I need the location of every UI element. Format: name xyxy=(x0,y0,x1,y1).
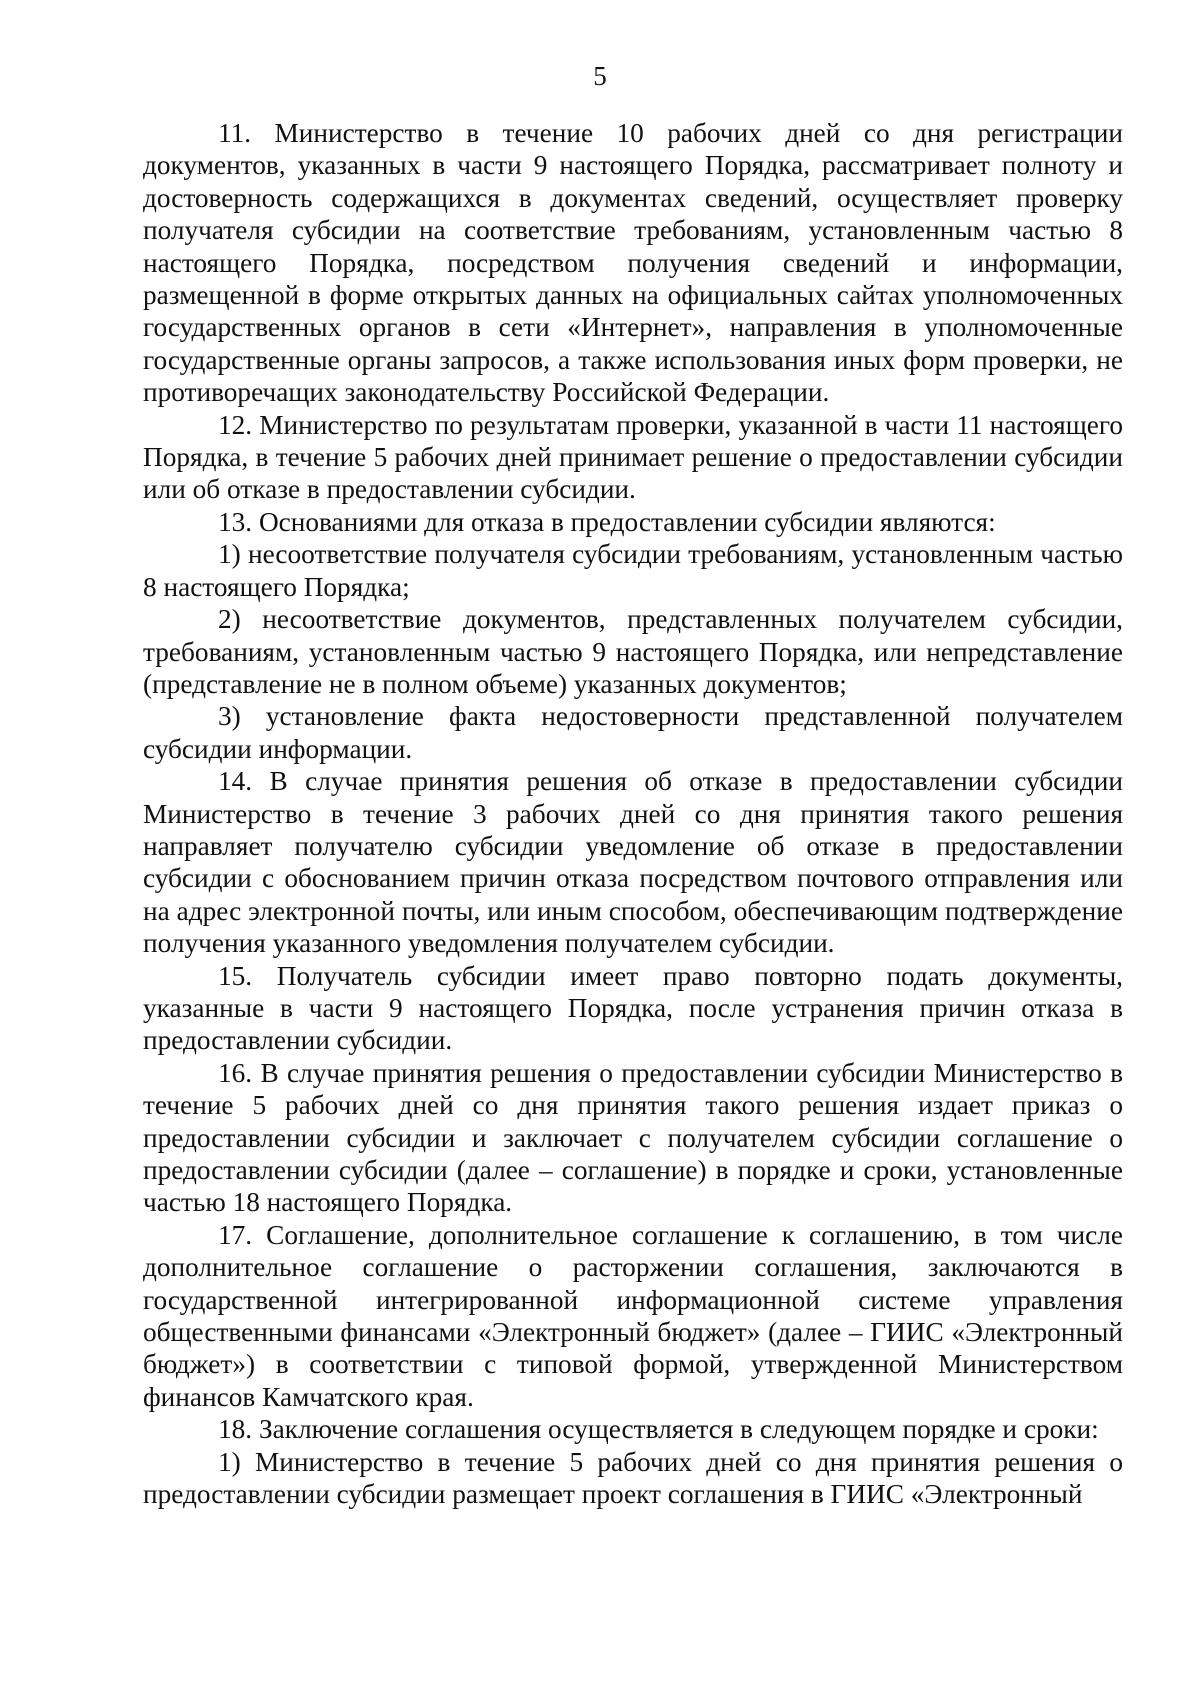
paragraph-14: 14. В случае принятия решения об отказе в предоставлении субсидии Министерство в течение 3 рабочих дней со дня принятия такого решения направляет получателю субсидии уведомление об отказе в предоставлении субсидии с обоснованием причин отказа посредством почтового отправления или на адрес электронной почты, или иным способом, обеспечивающим подтверждение получения указанного уведомления получателем субсидии. xyxy=(143,766,1123,959)
paragraph-16: 16. В случае принятия решения о предоставлении субсидии Министерство в течение 5 рабочих дней со дня принятия такого решения издает приказ о предоставлении субсидии и заключает с получателем субсидии соглашение о предоставлении субсидии (далее – соглашение) в порядке и сроки, установленные частью 18 настоящего Порядка. xyxy=(143,1057,1123,1218)
paragraph-12: 12. Министерство по результатам проверки, указанной в части 11 настоящего Порядка, в течение 5 рабочих дней принимает решение о предоставлении субсидии или об отказе в предоставлении субсидии. xyxy=(143,409,1123,505)
paragraph-13-item-3: 3) установление факта недостоверности представленной получателем субсидии информации. xyxy=(143,701,1123,764)
paragraph-18: 18. Заключение соглашения осуществляется в следующем порядке и сроки: xyxy=(218,1414,1099,1445)
paragraph-18-item-1: 1) Министерство в течение 5 рабочих дней со дня принятия решения о предоставлении субсидии размещает проект соглашения в ГИИС «Электронный xyxy=(143,1446,1123,1510)
paragraph-17: 17. Соглашение, дополнительное соглашение к соглашению, в том числе дополнительное соглашение о расторжении соглашения, заключаются в государственной интегрированной информационной системе управления общественными финансами «Электронный бюджет» (далее – ГИИС «Электронный бюджет») в соответствии с типовой формой, утвержденной Министерством финансов Камчатского края. xyxy=(143,1219,1123,1412)
paragraph-13-item-1: 1) несоответствие получателя субсидии требованиям, установленным частью 8 настоящего Порядка; xyxy=(143,539,1123,602)
document-body xyxy=(143,117,1123,1510)
paragraph-13-item-2: 2) несоответствие документов, представленных получателем субсидии, требованиям, установленным частью 9 настоящего Порядка, или непредставление (представление не в полном объеме) указанных документов; xyxy=(143,604,1123,699)
page-number: 5 xyxy=(593,61,607,91)
paragraph-13: 13. Основаниями для отказа в предоставлении субсидии являются: xyxy=(218,506,996,537)
paragraph-15: 15. Получатель субсидии имеет право повторно подать документы, указанные в части 9 настоящего Порядка, после устранения причин отказа в предоставлении субсидии. xyxy=(143,960,1123,1056)
paragraph-11: 11. Министерство в течение 10 рабочих дней со дня регистрации документов, указанных в части 9 настоящего Порядка, рассматривает полноту и достоверность содержащихся в документах сведений, осуществляет проверку получателя субсидии на соответствие требованиям, установленным частью 8 настоящего Порядка, посредством получения сведений и информации, размещенной в форме открытых данных на официальных сайтах уполномоченных государственных органов в сети «Интернет», направления в уполномоченные государственные органы запросов, а также использования иных форм проверки, не противоречащих законодательству Российской Федерации. xyxy=(143,118,1123,408)
